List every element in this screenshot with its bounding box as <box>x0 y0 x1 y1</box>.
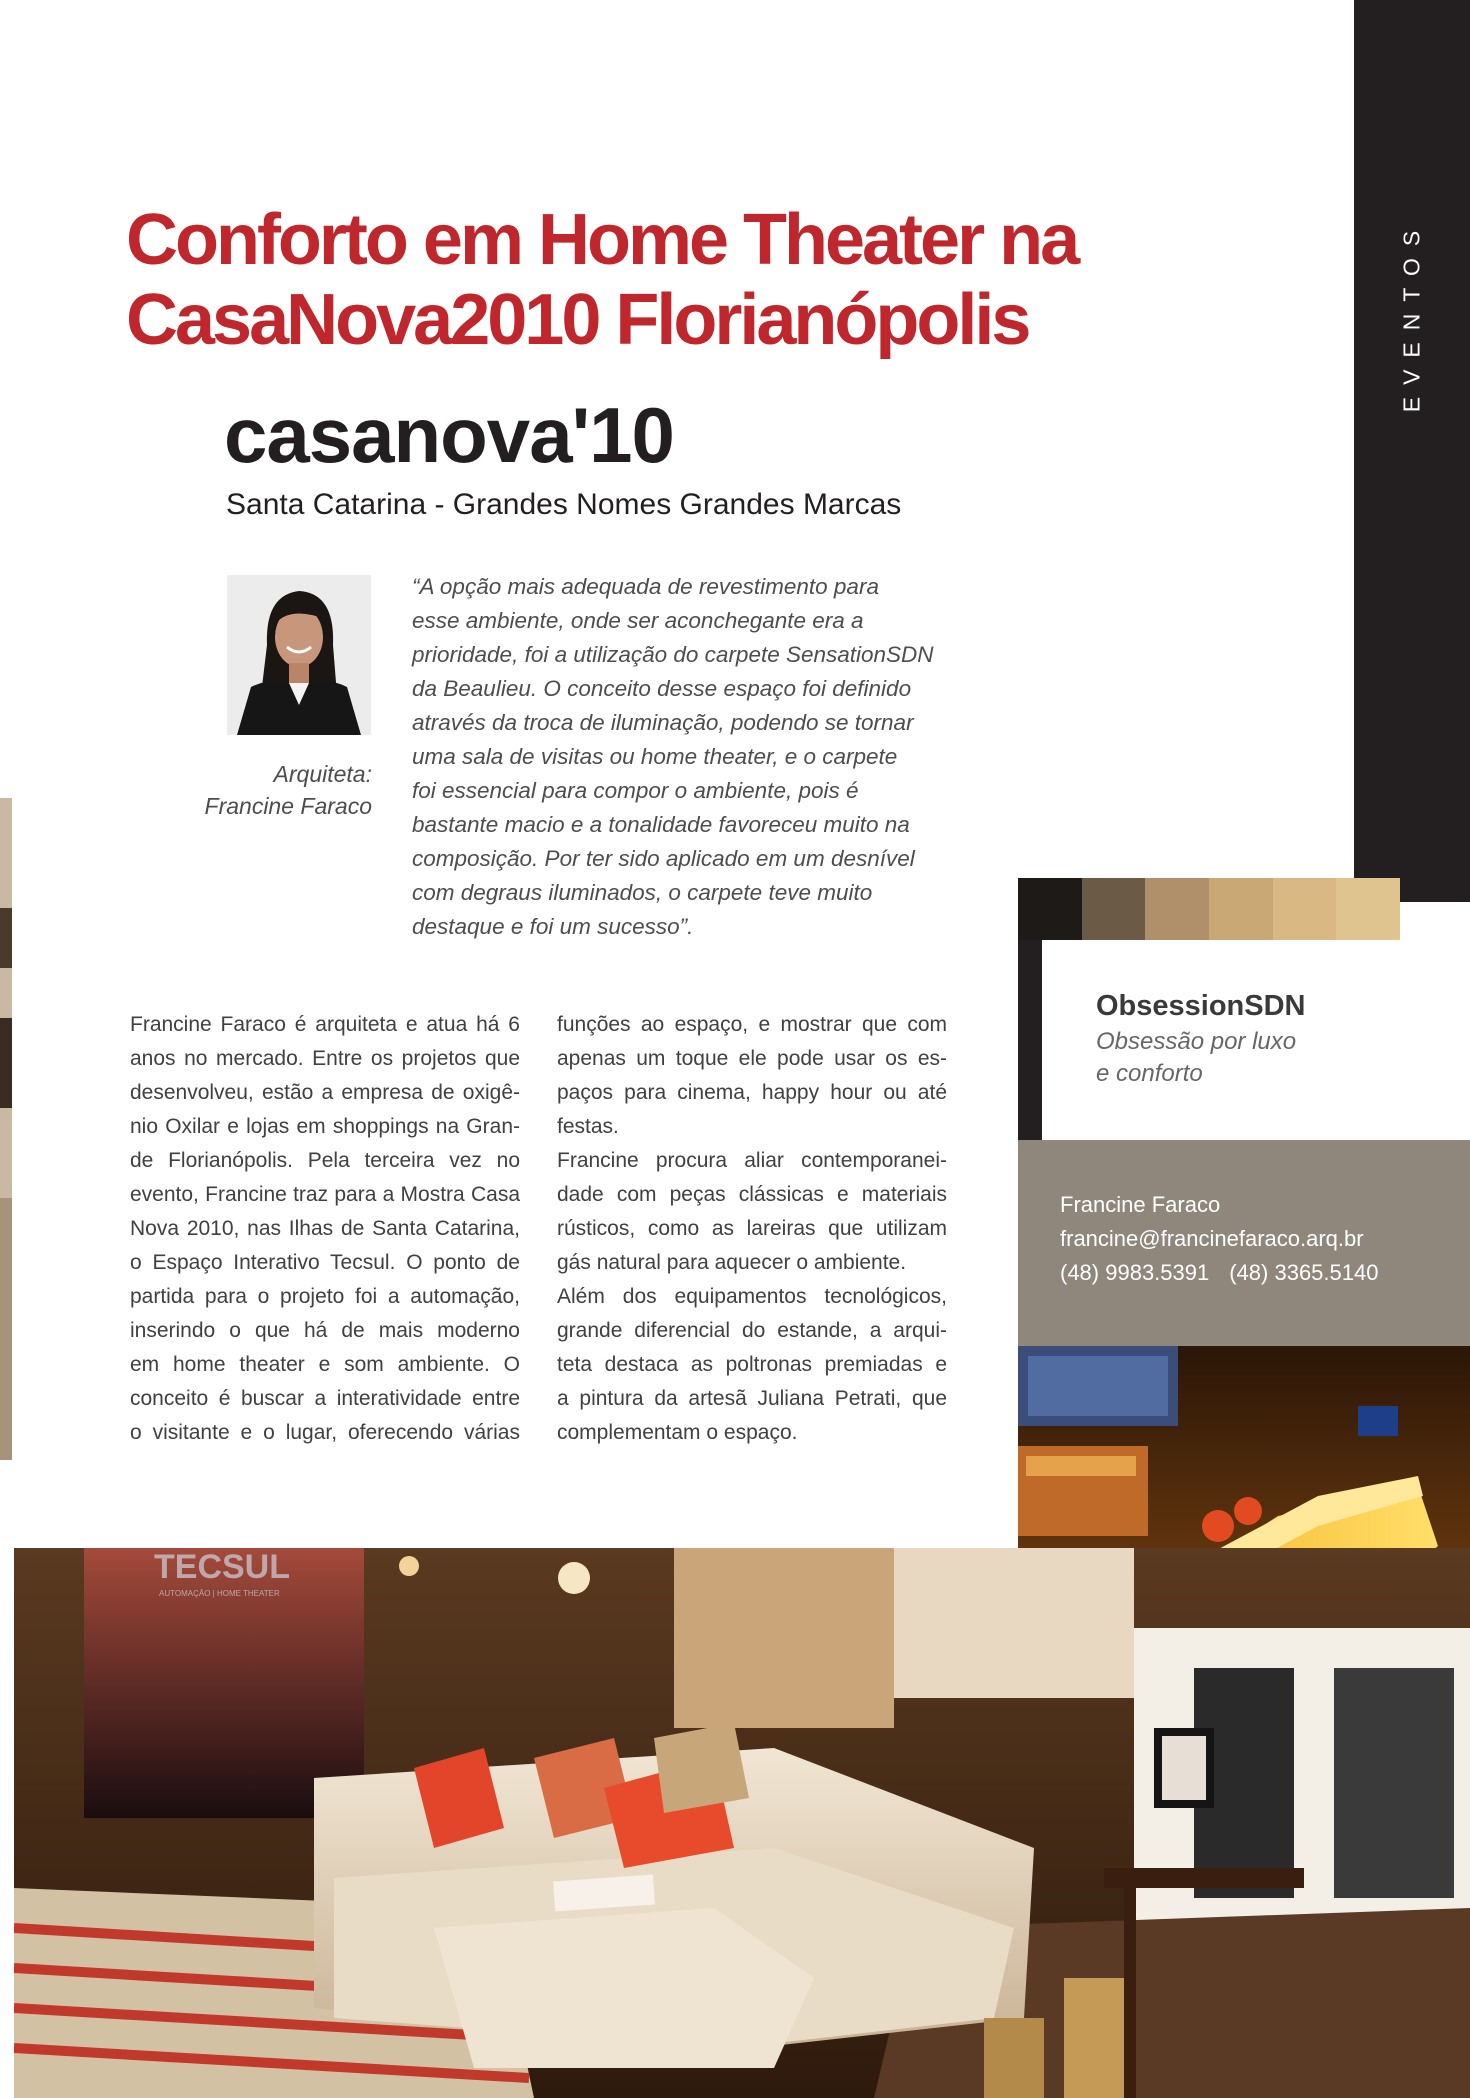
body-line: o Espaço Interativo Tecsul. O ponto de <box>130 1251 520 1274</box>
carpet-swatch <box>1209 878 1273 940</box>
body-line: gás natural para aquecer o ambiente. <box>557 1251 907 1274</box>
body-line: grande diferencial do estande, a arqui- <box>557 1319 947 1342</box>
body-line: funções ao espaço, e mostrar que com <box>557 1013 947 1036</box>
body-line: Além dos equipamentos tecnológicos, <box>557 1285 947 1308</box>
body-line: inserindo o que há de mais moderno <box>130 1319 520 1342</box>
pull-quote <box>412 570 952 944</box>
body-line: a pintura da artesã Juliana Petrati, que <box>557 1387 947 1410</box>
body-line: Francine Faraco é arquiteta e atua há 6 <box>130 1013 520 1036</box>
section-label-text: EVENTOS <box>1398 218 1425 412</box>
body-column-2 <box>557 1008 947 1450</box>
quote-line: através da troca de iluminação, podendo se tornar <box>412 710 914 735</box>
product-name: ObsessionSDN <box>1096 990 1306 1022</box>
body-line: partida para o projeto foi a automação, <box>130 1285 520 1308</box>
body-line: paços para cinema, happy hour ou até <box>557 1081 947 1104</box>
contact-name: Francine Faraco <box>1060 1192 1221 1217</box>
contact-phone-2: (48) 3365.5140 <box>1229 1260 1379 1285</box>
event-logo: casanova'10 <box>224 391 674 479</box>
section-bar <box>1354 0 1470 902</box>
title-line-2: CasaNova2010 Florianópolis <box>126 280 1029 360</box>
quote-line: com degraus iluminados, o carpete teve muito <box>412 880 873 905</box>
event-subtitle: Santa Catarina - Grandes Nomes Grandes Marcas <box>226 488 902 521</box>
section-label <box>1354 180 1470 450</box>
quote-line: uma sala de visitas ou home theater, e o carpete <box>412 744 898 769</box>
body-line: dade com peças clássicas e materiais <box>557 1183 947 1206</box>
carpet-swatch <box>1018 878 1082 940</box>
carpet-swatch <box>1273 878 1337 940</box>
portrait-caption <box>180 758 372 822</box>
body-line: desenvolveu, estão a empresa de oxigê- <box>130 1081 520 1104</box>
product-tagline <box>1096 1026 1296 1090</box>
lounge-image <box>14 1548 1470 2098</box>
carpet-swatch <box>1336 878 1400 940</box>
body-line: rústicos, como as lareiras que utilizam <box>557 1217 947 1240</box>
body-line: de Florianópolis. Pela terceira vez no <box>130 1149 520 1172</box>
body-line: evento, Francine traz para a Mostra Casa <box>130 1183 520 1206</box>
quote-line: destaque e foi um sucesso”. <box>412 914 694 939</box>
portrait-image <box>227 575 371 735</box>
title-line-1: Conforto em Home Theater na <box>126 200 1078 280</box>
contact-phone-1: (48) 9983.5391 <box>1060 1260 1210 1285</box>
architect-portrait <box>227 575 371 735</box>
tecsul-sign: TECSUL <box>154 1548 290 1586</box>
quote-line: da Beaulieu. O conceito desse espaço foi definido <box>412 676 912 701</box>
caption-role: Arquiteta: <box>273 761 372 787</box>
article-title <box>126 200 1146 360</box>
tagline-line-1: Obsessão por luxo <box>1096 1028 1297 1055</box>
contact-email[interactable]: francine@francinefaraco.arq.br <box>1060 1226 1364 1251</box>
contact-phones <box>1060 1256 1378 1290</box>
quote-line: foi essencial para compor o ambiente, pois é <box>412 778 859 803</box>
tagline-line-2: e conforto <box>1096 1060 1203 1087</box>
quote-line: composição. Por ter sido aplicado em um desnível <box>412 846 915 871</box>
carpet-swatch <box>1082 878 1146 940</box>
quote-line: prioridade, foi a utilização do carpete SensationSDN <box>412 642 934 667</box>
contact-info <box>1060 1188 1378 1290</box>
body-column-1 <box>130 1008 520 1450</box>
left-edge-photo <box>0 798 12 1460</box>
quote-line: “A opção mais adequada de revestimento para <box>412 574 879 599</box>
body-line: em home theater e som ambiente. O <box>130 1353 520 1376</box>
left-edge-image <box>0 798 12 1460</box>
body-line: Nova 2010, nas Ilhas de Santa Catarina, <box>130 1217 520 1240</box>
body-line: apenas um toque ele pode usar os es- <box>557 1047 947 1070</box>
tecsul-sign-sub: AUTOMAÇÃO | HOME THEATER <box>159 1589 280 1598</box>
body-line: festas. <box>557 1115 619 1138</box>
product-panel-accent <box>1018 940 1042 1140</box>
carpet-swatch <box>1145 878 1209 940</box>
carpet-swatches <box>1018 878 1400 940</box>
body-line: nio Oxilar e lojas em shoppings na Gran- <box>130 1115 520 1138</box>
caption-name: Francine Faraco <box>204 793 372 819</box>
body-line: teta destaca as poltronas premiadas e <box>557 1353 947 1376</box>
body-line: o visitante e o lugar, oferecendo várias <box>130 1421 520 1444</box>
lounge-photo <box>14 1548 1470 2098</box>
body-line: Francine procura aliar contemporanei- <box>557 1149 947 1172</box>
body-line: anos no mercado. Entre os projetos que <box>130 1047 520 1070</box>
quote-line: esse ambiente, onde ser aconchegante era a <box>412 608 864 633</box>
body-line: conceito é buscar a interatividade entre <box>130 1387 520 1410</box>
body-line: complementam o espaço. <box>557 1421 798 1444</box>
quote-line: bastante macio e a tonalidade favoreceu muito na <box>412 812 910 837</box>
